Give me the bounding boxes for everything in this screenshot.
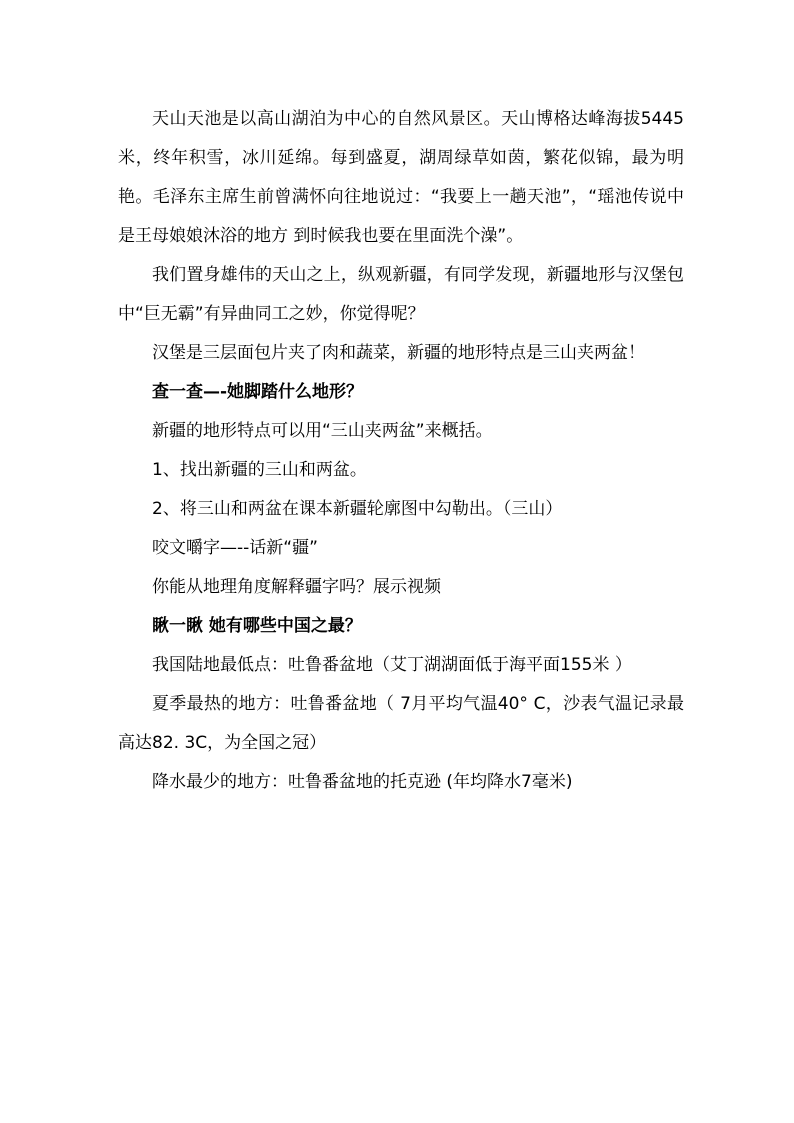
paragraph-hottest-place: 夏季最热的地方：吐鲁番盆地（ 7月平均气温40° C，沙表气温记录最高达82. 3C，为全国之冠）: [118, 694, 684, 753]
list-item-2: 2、将三山和两盆在课本新疆轮廓图中勾勒出。（三山）: [152, 499, 563, 519]
paragraph-tianchi-intro: 天山天池是以高山湖泊为中心的自然风景区。天山博格达峰海拔5445米，终年积雪，冰川延绵。每到盛夏，湖周绿草如茵，繁花似锦，最为明艳。毛泽东主席生前曾满怀向往地说过：“我要上一趟天池”，“瑶池传说中是王母娘娘沐浴的地方 到时候我也要在里面洗个澡”。: [118, 109, 684, 246]
list-item-1: 1、找出新疆的三山和两盆。: [152, 460, 367, 480]
paragraph-lowest-point: 我国陆地最低点：吐鲁番盆地（艾丁湖湖面低于海平面155米 ）: [152, 655, 632, 675]
paragraph-character-question: 你能从地理角度解释疆字吗？展示视频: [152, 577, 441, 597]
heading-character: 咬文嚼字—--话新“疆”: [152, 538, 318, 558]
paragraph-least-rainfall: 降水最少的地方：吐鲁番盆地的托克逊 (年均降水7毫米): [152, 772, 573, 792]
paragraph-hamburger-question: 我们置身雄伟的天山之上，纵观新疆，有同学发现，新疆地形与汉堡包中“巨无霸”有异曲同工之妙，你觉得呢？: [118, 265, 684, 324]
paragraph-hamburger-answer: 汉堡是三层面包片夹了肉和蔬菜，新疆的地形特点是三山夹两盆！: [152, 343, 645, 363]
paragraph-terrain-summary: 新疆的地形特点可以用“三山夹两盆”来概括。: [152, 421, 493, 441]
heading-china-records: 瞅一瞅 她有哪些中国之最？: [152, 616, 362, 636]
document-body: [118, 100, 684, 802]
heading-terrain: 查一查—-她脚踏什么地形？: [152, 382, 364, 402]
